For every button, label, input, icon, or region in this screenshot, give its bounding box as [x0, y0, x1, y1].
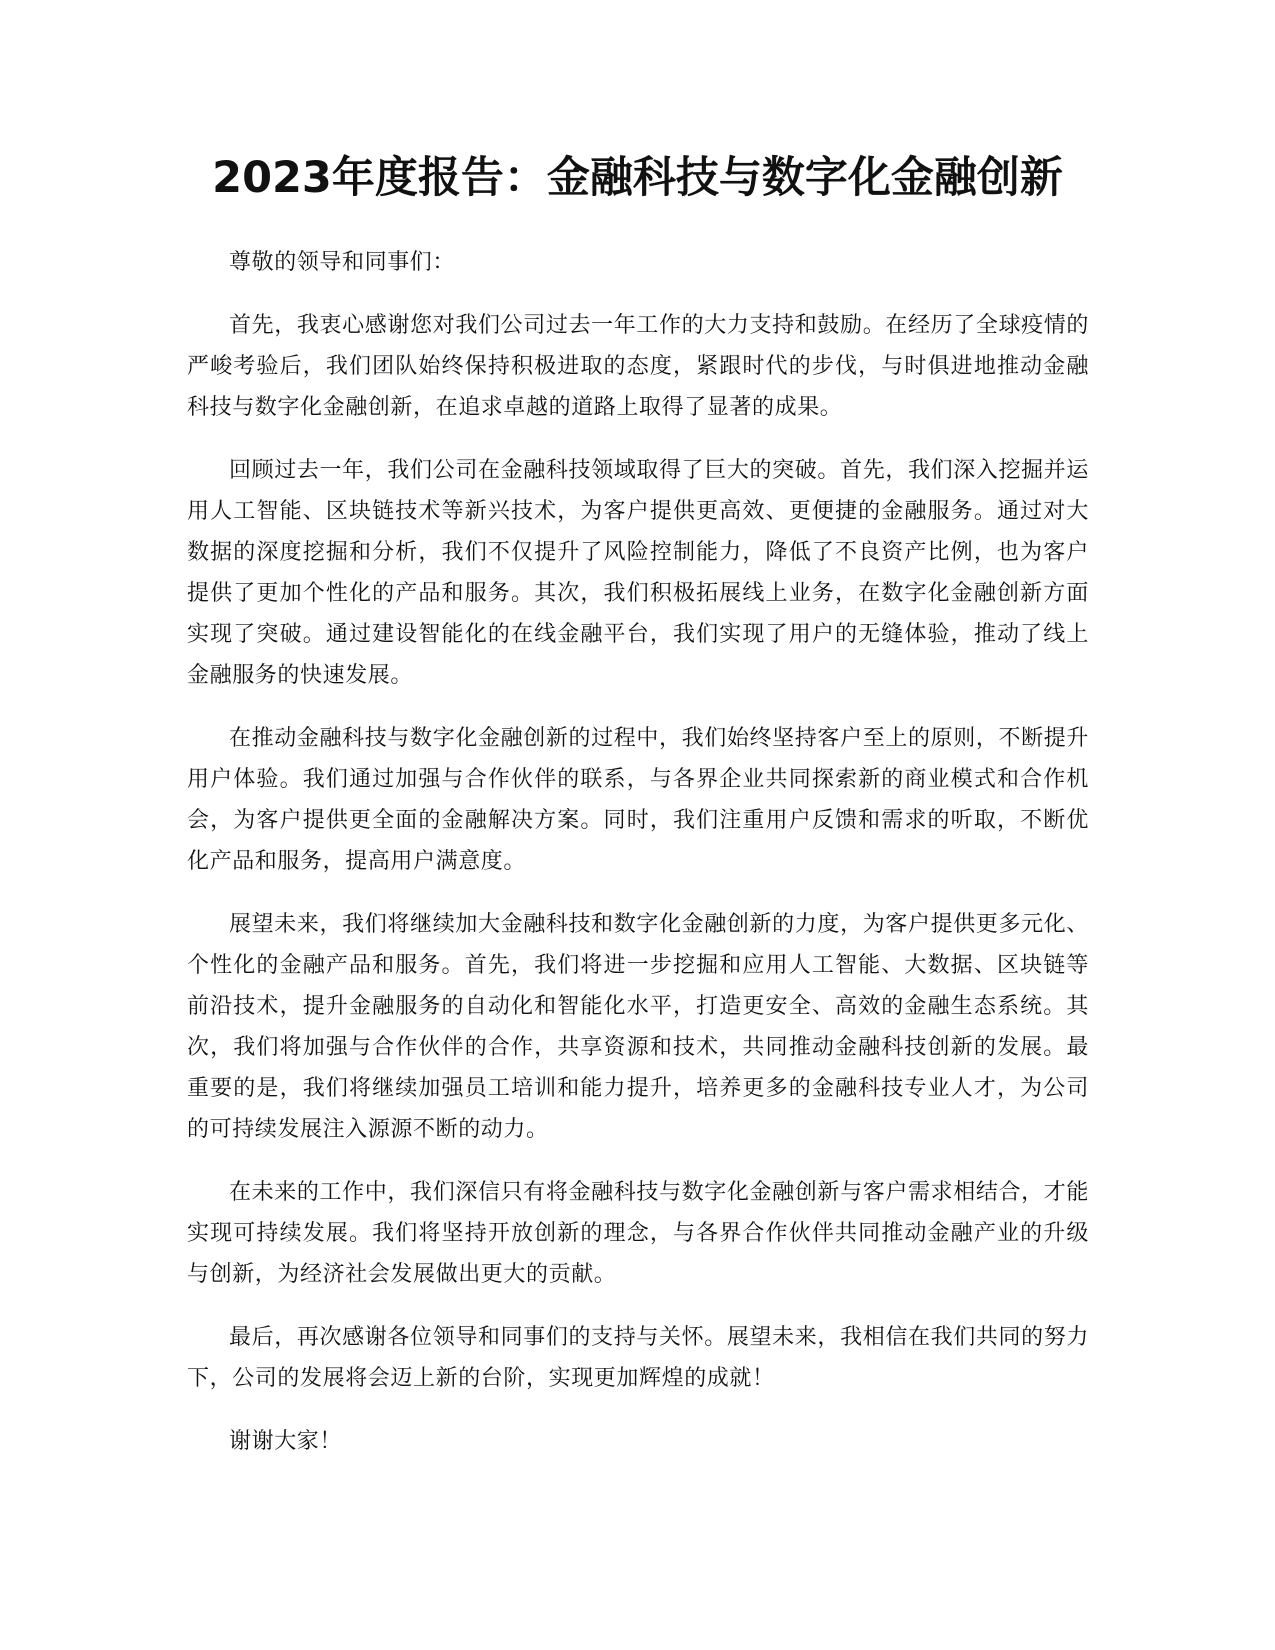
salutation-paragraph: 尊敬的领导和同事们：: [229, 250, 456, 275]
body-paragraph: 最后，再次感谢各位领导和同事们的支持与关怀。展望未来，我相信在我们共同的努力下，公司的发展将会迈上新的台阶，实现更加辉煌的成就！: [187, 1325, 1089, 1391]
body-paragraph: 展望未来，我们将继续加大金融科技和数字化金融创新的力度，为客户提供更多元化、个性化的金融产品和服务。首先，我们将进一步挖掘和应用人工智能、大数据、区块链等前沿技术，提升金融服务的自动化和智能化水平，打造更安全、高效的金融生态系统。其次，我们将加强与合作伙伴的合作，共享资源和技术，共同推动金融科技创新的发展。最重要的是，我们将继续加强员工培训和能力提升，培养更多的金融科技专业人才，为公司的可持续发展注入源源不断的动力。: [187, 912, 1089, 1142]
body-paragraph: 回顾过去一年，我们公司在金融科技领域取得了巨大的突破。首先，我们深入挖掘并运用人工智能、区块链技术等新兴技术，为客户提供更高效、更便捷的金融服务。通过对大数据的深度挖掘和分析，我们不仅提升了风险控制能力，降低了不良资产比例，也为客户提供了更加个性化的产品和服务。其次，我们积极拓展线上业务，在数字化金融创新方面实现了突破。通过建设智能化的在线金融平台，我们实现了用户的无缝体验，推动了线上金融服务的快速发展。: [187, 458, 1089, 688]
body-paragraph: 在未来的工作中，我们深信只有将金融科技与数字化金融创新与客户需求相结合，才能实现可持续发展。我们将坚持开放创新的理念，与各界合作伙伴共同推动金融产业的升级与创新，为经济社会发展做出更大的贡献。: [187, 1180, 1089, 1287]
document-body: [187, 242, 1089, 1484]
body-paragraph: 首先，我衷心感谢您对我们公司过去一年工作的大力支持和鼓励。在经历了全球疫情的严峻考验后，我们团队始终保持积极进取的态度，紧跟时代的步伐，与时俱进地推动金融科技与数字化金融创新，在追求卓越的道路上取得了显著的成果。: [187, 313, 1089, 420]
body-paragraph: 在推动金融科技与数字化金融创新的过程中，我们始终坚持客户至上的原则，不断提升用户体验。我们通过加强与合作伙伴的联系，与各界企业共同探索新的商业模式和合作机会，为客户提供更全面的金融解决方案。同时，我们注重用户反馈和需求的听取，不断优化产品和服务，提高用户满意度。: [187, 726, 1089, 874]
closing-paragraph: 谢谢大家！: [229, 1429, 343, 1454]
document-title: 2023年度报告：金融科技与数字化金融创新: [212, 153, 1063, 203]
